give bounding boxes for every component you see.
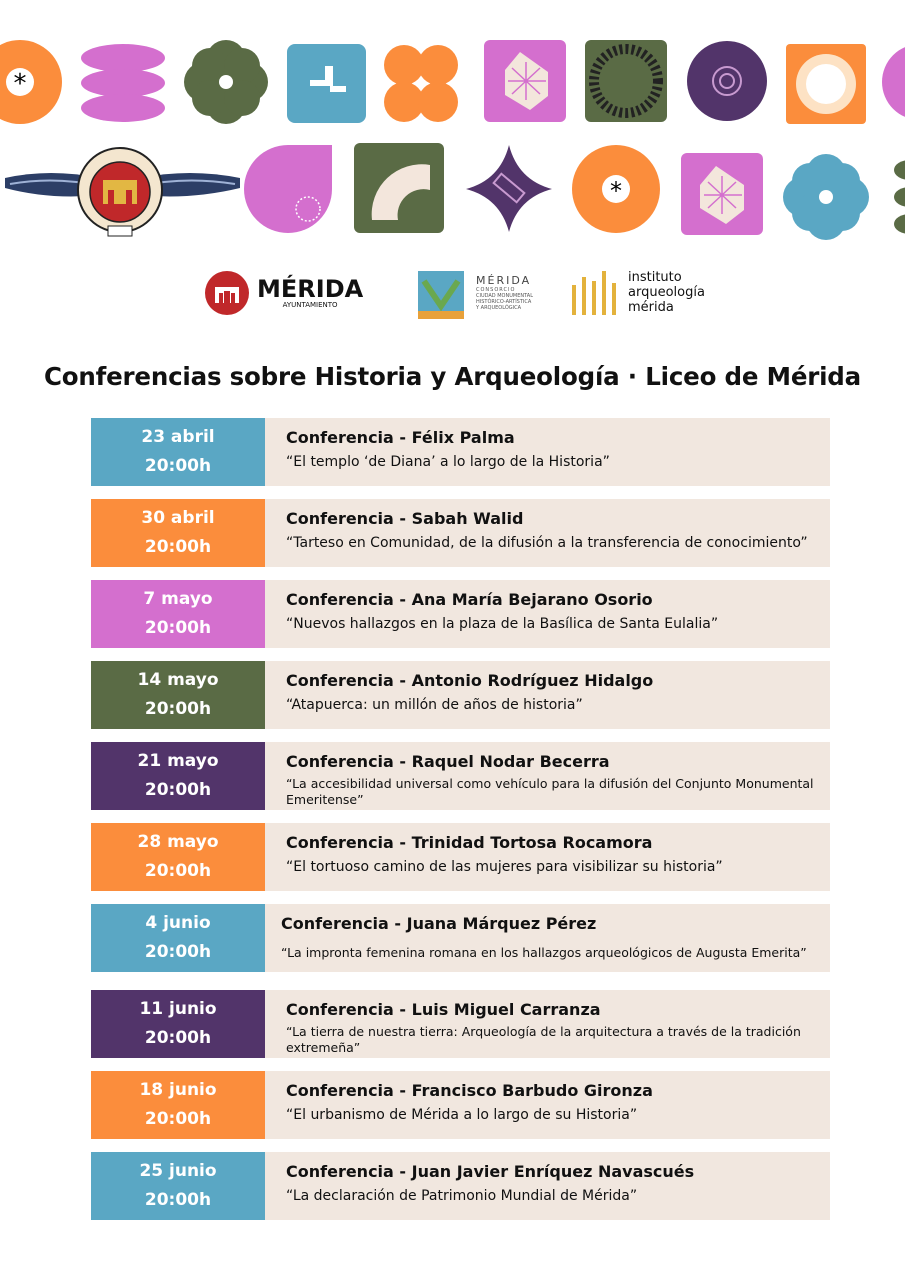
- consorcio-name: MÉRIDA: [476, 273, 532, 287]
- conference-row: [91, 904, 830, 972]
- conference-time: 20:00h: [144, 537, 212, 557]
- conference-info: [265, 418, 830, 486]
- orange-sun-icon: [786, 44, 866, 124]
- instituto-line3: mérida: [628, 299, 674, 315]
- conference-info: [265, 742, 830, 810]
- date-block: [91, 823, 265, 891]
- conference-info: [265, 499, 830, 567]
- pink-drop-icon: [244, 145, 332, 233]
- liceo-emblem-logo: [5, 148, 240, 236]
- purple-circle-icon: [687, 41, 767, 121]
- date-block: [91, 661, 265, 729]
- purple-star-icon: [466, 145, 552, 232]
- conference-speaker: Conferencia - Luis Miguel Carranza: [286, 1000, 601, 1019]
- conference-date: 25 junio: [139, 1161, 217, 1181]
- conference-date: 11 junio: [139, 999, 217, 1019]
- consorcio-sub2: CIUDAD MONUMENTAL: [476, 292, 533, 299]
- conference-time: 20:00h: [144, 1028, 212, 1048]
- ayuntamiento-emblem-icon: [203, 269, 251, 317]
- conference-date: 14 mayo: [137, 670, 219, 690]
- conference-speaker: Conferencia - Francisco Barbudo Gironza: [286, 1081, 653, 1100]
- conference-speaker: Conferencia - Sabah Walid: [286, 509, 524, 528]
- pink-hexagon-icon-2: [681, 153, 763, 235]
- green-sunburst-icon: [585, 40, 667, 122]
- conference-speaker: Conferencia - Juana Márquez Pérez: [281, 914, 597, 933]
- conference-title: “El tortuoso camino de las mujeres para visibilizar su historia”: [286, 859, 723, 875]
- svg-text:*: *: [13, 69, 27, 99]
- conference-row: [91, 1071, 830, 1139]
- conference-time: 20:00h: [144, 1190, 212, 1210]
- consorcio-sub1: CONSORCIO: [476, 286, 516, 293]
- conference-speaker: Conferencia - Trinidad Tortosa Rocamora: [286, 833, 653, 852]
- pink-partial-circle-icon: [882, 44, 905, 120]
- orange-flower-icon: [0, 40, 62, 124]
- conference-time: 20:00h: [144, 618, 212, 638]
- orange-flower-icon-2: [572, 145, 660, 233]
- green-partial-ovals-icon: [894, 160, 905, 234]
- conference-date: 30 abril: [141, 508, 215, 528]
- conference-title: “Tarteso en Comunidad, de la difusión a la transferencia de conocimiento”: [286, 535, 808, 551]
- instituto-arqueologia-logo: [570, 267, 705, 317]
- conference-row: [91, 1152, 830, 1220]
- conference-row: [91, 661, 830, 729]
- conference-time: 20:00h: [144, 861, 212, 881]
- date-block: [91, 904, 265, 972]
- conference-title: “La declaración de Patrimonio Mundial de Mérida”: [286, 1188, 638, 1204]
- conference-info: [265, 904, 830, 972]
- conference-row: [91, 418, 830, 486]
- conference-info: [265, 661, 830, 729]
- svg-text:*: *: [610, 177, 622, 205]
- ayuntamiento-name: MÉRIDA: [257, 275, 364, 303]
- ayuntamiento-sub: AYUNTAMIENTO: [282, 301, 338, 309]
- conference-speaker: Conferencia - Juan Javier Enríquez Navascués: [286, 1162, 695, 1181]
- conference-time: 20:00h: [144, 942, 212, 962]
- conference-row: [91, 990, 830, 1058]
- blue-square-icon: [287, 44, 366, 123]
- conference-info: [265, 990, 830, 1058]
- consorcio-sub3: HISTÓRICO-ARTÍSTICA: [476, 298, 532, 305]
- green-flower-icon: [184, 40, 268, 124]
- consorcio-merida-logo: [414, 261, 533, 323]
- sponsor-logos: [0, 255, 905, 330]
- conference-speaker: Conferencia - Ana María Bejarano Osorio: [286, 590, 653, 609]
- conference-date: 23 abril: [141, 427, 215, 447]
- green-arc-icon: [354, 143, 444, 233]
- conference-title: “El templo ‘de Diana’ a lo largo de la Historia”: [286, 454, 610, 470]
- conference-speaker: Conferencia - Antonio Rodríguez Hidalgo: [286, 671, 654, 690]
- conference-title: “La impronta femenina romana en los hallazgos arqueológicos de Augusta Emerita”: [281, 945, 807, 960]
- conference-title: “La accesibilidad universal como vehículo para la difusión del Conjunto Monumental Emeritense”: [286, 776, 814, 807]
- conference-row: [91, 580, 830, 648]
- instituto-line1: instituto: [628, 269, 682, 285]
- conference-info: [265, 1071, 830, 1139]
- date-block: [91, 742, 265, 810]
- consorcio-emblem-icon: [414, 261, 468, 323]
- conference-title: “Nuevos hallazgos en la plaza de la Basílica de Santa Eulalia”: [286, 616, 719, 632]
- decorative-header-shapes: [0, 0, 905, 250]
- date-block: [91, 499, 265, 567]
- blue-flower-icon: [783, 154, 869, 240]
- conference-time: 20:00h: [144, 1109, 212, 1129]
- ayuntamiento-merida-logo: [203, 269, 363, 317]
- date-block: [91, 418, 265, 486]
- conference-speaker: Conferencia - Raquel Nodar Becerra: [286, 752, 610, 771]
- conference-time: 20:00h: [144, 780, 212, 800]
- conference-date: 18 junio: [139, 1080, 217, 1100]
- conference-info: [265, 1152, 830, 1220]
- pink-stacked-ovals-icon: [81, 44, 165, 122]
- conference-row: [91, 742, 830, 810]
- conference-title: “Atapuerca: un millón de años de historia”: [286, 697, 583, 713]
- pink-hexagon-icon: [484, 40, 566, 122]
- consorcio-sub4: Y ARQUEOLÓGICA: [476, 304, 522, 311]
- conference-date: 4 junio: [145, 913, 211, 933]
- page-title: Conferencias sobre Historia y Arqueología · Liceo de Mérida: [44, 362, 861, 391]
- conference-row: [91, 823, 830, 891]
- date-block: [91, 1152, 265, 1220]
- conference-date: 28 mayo: [137, 832, 219, 852]
- instituto-line2: arqueología: [628, 284, 705, 300]
- conference-date: 7 mayo: [143, 589, 213, 609]
- conference-title: “La tierra de nuestra tierra: Arqueología de la arquitectura a través de la tradición extremeña”: [286, 1024, 801, 1055]
- conference-row: [91, 499, 830, 567]
- date-block: [91, 1071, 265, 1139]
- conference-title: “El urbanismo de Mérida a lo largo de su Historia”: [286, 1107, 638, 1123]
- orange-four-circles-icon: [384, 45, 458, 122]
- date-block: [91, 990, 265, 1058]
- instituto-emblem-icon: [570, 267, 622, 317]
- conference-speaker: Conferencia - Félix Palma: [286, 428, 515, 447]
- conference-time: 20:00h: [144, 456, 212, 476]
- conference-info: [265, 823, 830, 891]
- conference-date: 21 mayo: [137, 751, 219, 771]
- date-block: [91, 580, 265, 648]
- conference-info: [265, 580, 830, 648]
- conference-time: 20:00h: [144, 699, 212, 719]
